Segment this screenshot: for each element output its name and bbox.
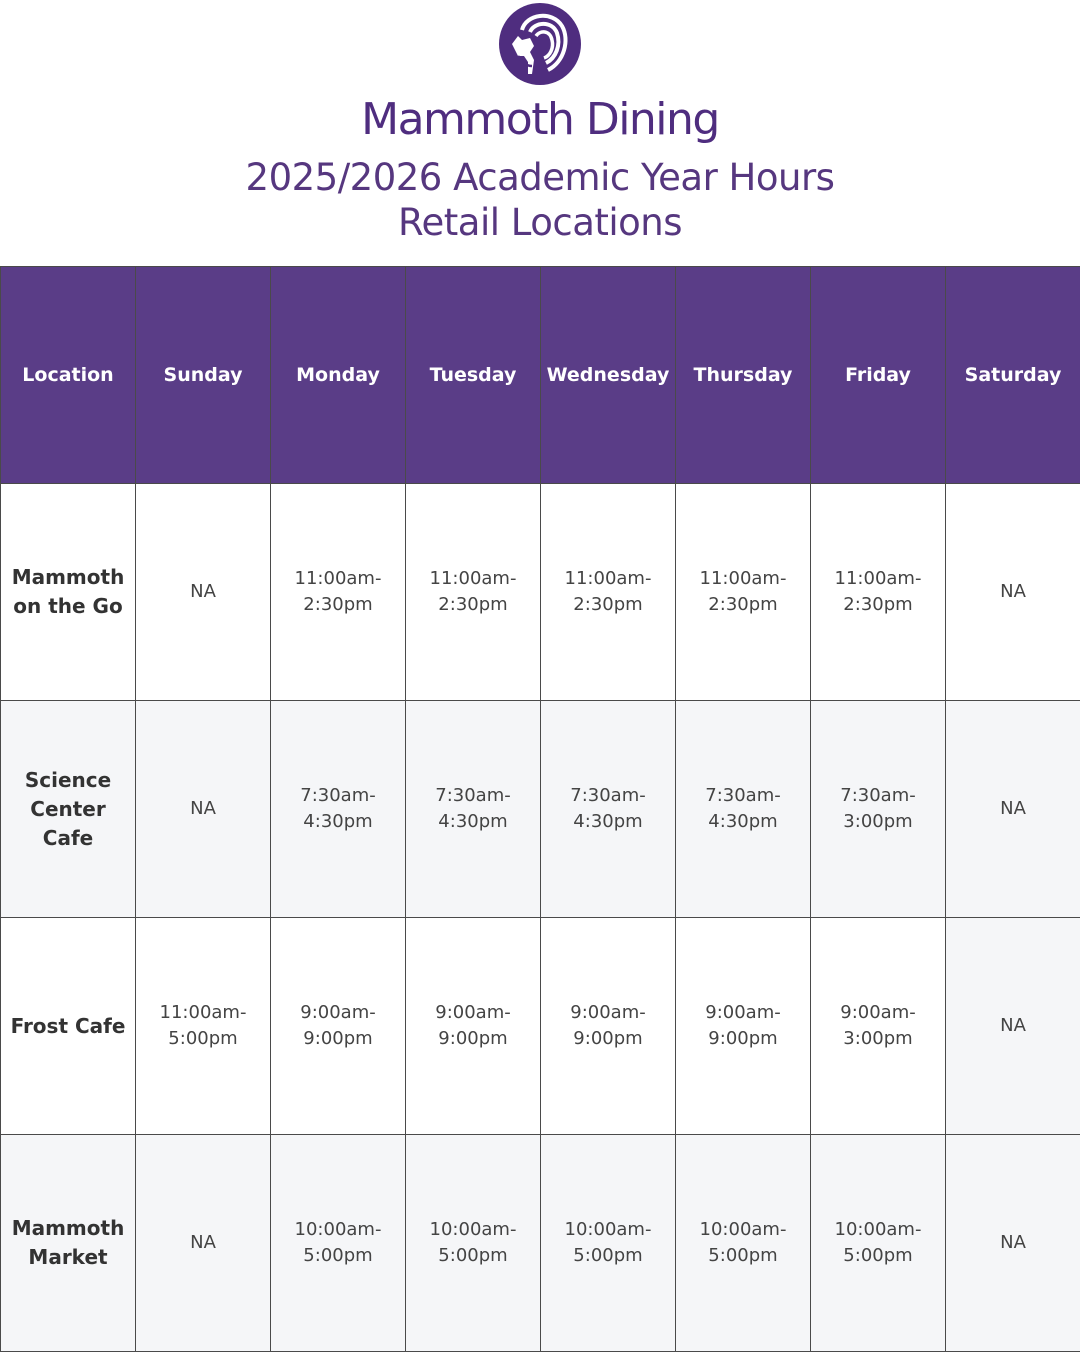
hours-cell-wednesday xyxy=(541,701,676,918)
location-name-line: Mammoth xyxy=(5,1214,131,1243)
hours-text: 11:00am- xyxy=(815,566,941,592)
column-header-thursday: Thursday xyxy=(676,267,811,484)
hours-text: NA xyxy=(950,796,1076,822)
hours-text: 2:30pm xyxy=(815,592,941,618)
location-name-line: Frost Cafe xyxy=(5,1012,131,1041)
hours-text: 7:30am- xyxy=(545,783,671,809)
hours-cell-saturday xyxy=(946,1135,1080,1352)
hours-cell-sunday xyxy=(136,1135,271,1352)
hours-text: NA xyxy=(140,1230,266,1256)
hours-cell-saturday xyxy=(946,918,1080,1135)
hours-cell-sunday xyxy=(136,701,271,918)
hours-cell-monday xyxy=(271,701,406,918)
hours-text: 3:00pm xyxy=(815,1026,941,1052)
hours-text: 9:00pm xyxy=(680,1026,806,1052)
hours-text: 4:30pm xyxy=(545,809,671,835)
hours-cell-friday xyxy=(811,918,946,1135)
location-name-line: Mammoth xyxy=(5,563,131,592)
column-header-friday: Friday xyxy=(811,267,946,484)
hours-text: 4:30pm xyxy=(680,809,806,835)
hours-text: 11:00am- xyxy=(545,566,671,592)
table-row xyxy=(1,918,1080,1135)
hours-cell-wednesday xyxy=(541,484,676,701)
hours-text: 10:00am- xyxy=(545,1217,671,1243)
hours-text: NA xyxy=(140,579,266,605)
hours-text: 9:00am- xyxy=(410,1000,536,1026)
hours-cell-tuesday xyxy=(406,484,541,701)
hours-cell-saturday xyxy=(946,701,1080,918)
hours-text: 10:00am- xyxy=(680,1217,806,1243)
hours-table xyxy=(0,266,1080,1352)
hours-text: 5:00pm xyxy=(680,1243,806,1269)
hours-text: NA xyxy=(950,1230,1076,1256)
hours-text: NA xyxy=(950,579,1076,605)
hours-text: NA xyxy=(140,796,266,822)
hours-text: 5:00pm xyxy=(410,1243,536,1269)
hours-text: 7:30am- xyxy=(815,783,941,809)
column-header-saturday: Saturday xyxy=(946,267,1080,484)
hours-text: 11:00am- xyxy=(140,1000,266,1026)
hours-text: 4:30pm xyxy=(410,809,536,835)
hours-text: 3:00pm xyxy=(815,809,941,835)
hours-cell-saturday xyxy=(946,484,1080,701)
hours-cell-monday xyxy=(271,1135,406,1352)
hours-cell-thursday xyxy=(676,701,811,918)
hours-cell-tuesday xyxy=(406,918,541,1135)
hours-cell-thursday xyxy=(676,484,811,701)
hours-text: 9:00pm xyxy=(275,1026,401,1052)
hours-cell-thursday xyxy=(676,1135,811,1352)
location-name-line: Market xyxy=(5,1243,131,1272)
hours-cell-sunday xyxy=(136,918,271,1135)
hours-text: 5:00pm xyxy=(545,1243,671,1269)
hours-text: 5:00pm xyxy=(275,1243,401,1269)
brand-name: Mammoth Dining xyxy=(0,92,1080,148)
location-cell-frost-cafe xyxy=(1,918,136,1135)
hours-text: NA xyxy=(950,1013,1076,1039)
hours-text: 9:00am- xyxy=(815,1000,941,1026)
hours-text: 9:00pm xyxy=(410,1026,536,1052)
location-name-line: on the Go xyxy=(5,592,131,621)
hours-text: 9:00pm xyxy=(545,1026,671,1052)
column-header-sunday: Sunday xyxy=(136,267,271,484)
hours-text: 7:30am- xyxy=(275,783,401,809)
hours-cell-friday xyxy=(811,484,946,701)
hours-cell-monday xyxy=(271,484,406,701)
hours-cell-tuesday xyxy=(406,1135,541,1352)
hours-text: 2:30pm xyxy=(410,592,536,618)
column-header-tuesday: Tuesday xyxy=(406,267,541,484)
hours-text: 9:00am- xyxy=(545,1000,671,1026)
table-row xyxy=(1,484,1080,701)
hours-text: 11:00am- xyxy=(275,566,401,592)
hours-cell-thursday xyxy=(676,918,811,1135)
hours-cell-tuesday xyxy=(406,701,541,918)
column-header-monday: Monday xyxy=(271,267,406,484)
hours-text: 10:00am- xyxy=(275,1217,401,1243)
location-name-line: Cafe xyxy=(5,824,131,853)
location-cell-mammoth-on-the-go xyxy=(1,484,136,701)
location-cell-science-center-cafe xyxy=(1,701,136,918)
hours-text: 2:30pm xyxy=(680,592,806,618)
table-body xyxy=(1,484,1080,1352)
mammoth-logo-icon xyxy=(496,0,584,88)
hours-cell-friday xyxy=(811,1135,946,1352)
location-name-line: Center xyxy=(5,795,131,824)
hours-cell-monday xyxy=(271,918,406,1135)
column-header-location: Location xyxy=(1,267,136,484)
hours-text: 9:00am- xyxy=(680,1000,806,1026)
table-row xyxy=(1,701,1080,918)
hours-cell-sunday xyxy=(136,484,271,701)
page-title: 2025/2026 Academic Year Hours xyxy=(0,156,1080,200)
page-header xyxy=(0,0,1080,266)
hours-text: 2:30pm xyxy=(545,592,671,618)
hours-text: 5:00pm xyxy=(815,1243,941,1269)
hours-text: 7:30am- xyxy=(680,783,806,809)
hours-text: 10:00am- xyxy=(410,1217,536,1243)
table-row xyxy=(1,1135,1080,1352)
hours-text: 5:00pm xyxy=(140,1026,266,1052)
hours-cell-friday xyxy=(811,701,946,918)
hours-text: 2:30pm xyxy=(275,592,401,618)
hours-cell-wednesday xyxy=(541,918,676,1135)
table-header-row xyxy=(1,267,1080,484)
hours-text: 4:30pm xyxy=(275,809,401,835)
location-cell-mammoth-market xyxy=(1,1135,136,1352)
hours-text: 7:30am- xyxy=(410,783,536,809)
hours-text: 11:00am- xyxy=(680,566,806,592)
column-header-wednesday: Wednesday xyxy=(541,267,676,484)
hours-text: 9:00am- xyxy=(275,1000,401,1026)
page-subtitle: Retail Locations xyxy=(0,201,1080,245)
hours-text: 10:00am- xyxy=(815,1217,941,1243)
hours-text: 11:00am- xyxy=(410,566,536,592)
hours-cell-wednesday xyxy=(541,1135,676,1352)
location-name-line: Science xyxy=(5,766,131,795)
